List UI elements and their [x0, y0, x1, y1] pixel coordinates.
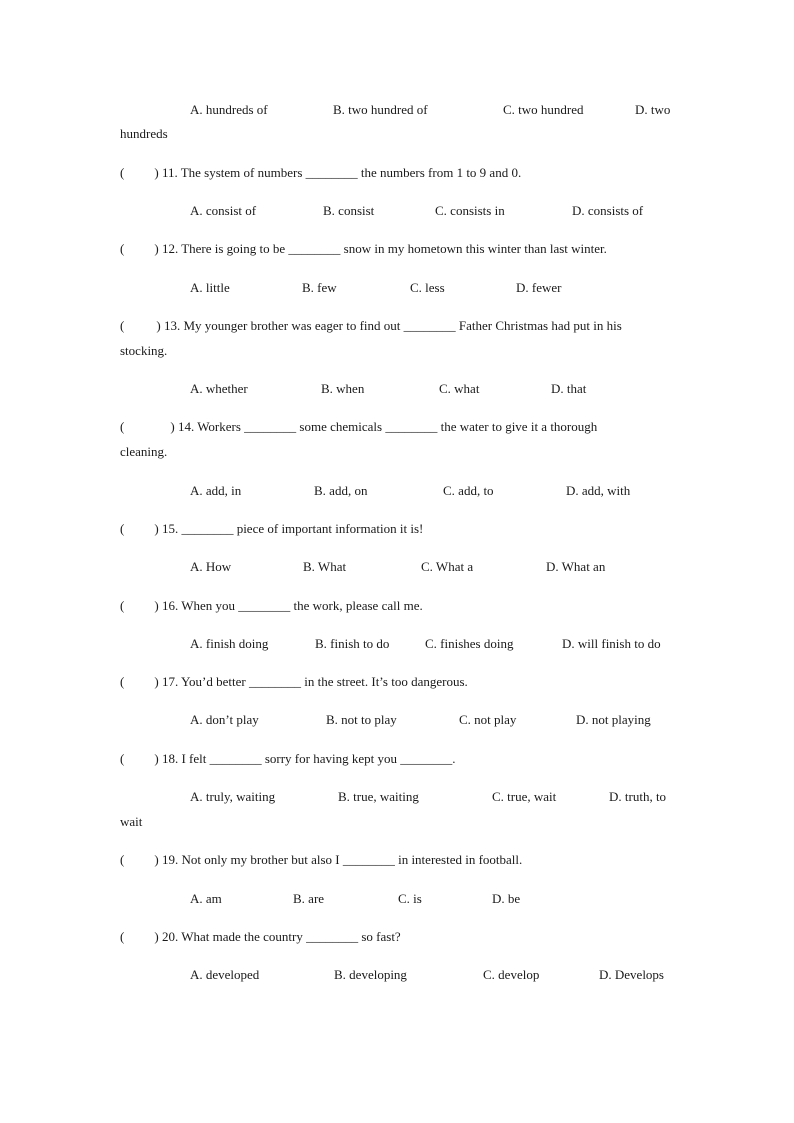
- option-c: C. develop: [483, 967, 540, 982]
- option-c: C. what: [439, 381, 480, 396]
- option-d: D. two: [635, 102, 671, 117]
- answer-paren-close: ): [154, 674, 159, 689]
- option-b: B. add, on: [314, 483, 368, 498]
- option-a: A. developed: [190, 967, 260, 982]
- answer-paren-close: ): [154, 929, 159, 944]
- question-wrap-text: stocking.: [120, 343, 168, 358]
- option-b: B. are: [293, 891, 325, 906]
- question-stem: 16. When you ________ the work, please call me.: [161, 598, 423, 613]
- option-a: A. don’t play: [190, 712, 259, 727]
- option-d: D. truth, to: [609, 789, 667, 804]
- option-b: B. few: [302, 280, 337, 295]
- option-c: C. add, to: [443, 483, 494, 498]
- option-d: D. add, with: [566, 483, 631, 498]
- question-12: [120, 241, 607, 257]
- option-b: B. consist: [323, 203, 375, 218]
- option-b: B. two hundred of: [333, 102, 428, 117]
- option-d: D. that: [551, 381, 587, 396]
- question-stem: 17. You’d better ________ in the street. It’s too dangerous.: [161, 674, 468, 689]
- option-b: B. when: [321, 381, 365, 396]
- question-stem: 11. The system of numbers ________ the numbers from 1 to 9 and 0.: [161, 165, 522, 180]
- option-c: C. less: [410, 280, 445, 295]
- answer-paren-close: ): [154, 521, 159, 536]
- option-c: C. is: [398, 891, 422, 906]
- option-a: A. whether: [190, 381, 248, 396]
- answer-paren-close: ): [156, 318, 161, 333]
- answer-paren-open: (: [120, 521, 125, 536]
- option-d: D. consists of: [572, 203, 644, 218]
- option-d: D. What an: [546, 559, 606, 574]
- question-stem: 12. There is going to be ________ snow in my hometown this winter than last winter.: [161, 241, 607, 256]
- option-a: A. truly, waiting: [190, 789, 276, 804]
- option-wrap-text: wait: [120, 814, 143, 829]
- option-b: B. finish to do: [315, 636, 390, 651]
- question-stem: 13. My younger brother was eager to find out ________ Father Christmas had put in his: [163, 318, 622, 333]
- answer-paren-open: (: [120, 674, 125, 689]
- question-16: [120, 598, 423, 614]
- question-wrap-text: cleaning.: [120, 444, 168, 459]
- answer-paren-open: (: [120, 165, 125, 180]
- answer-paren-open: (: [120, 318, 125, 333]
- question-17: [120, 674, 468, 690]
- option-b: B. true, waiting: [338, 789, 419, 804]
- option-a: A. finish doing: [190, 636, 269, 651]
- option-d: D. will finish to do: [562, 636, 661, 651]
- answer-paren-close: ): [170, 419, 175, 434]
- option-d: D. be: [492, 891, 521, 906]
- answer-paren-open: (: [120, 852, 125, 867]
- option-wrap-text: hundreds: [120, 126, 168, 141]
- option-a: A. consist of: [190, 203, 257, 218]
- answer-paren-close: ): [154, 852, 159, 867]
- question-13: [120, 318, 622, 334]
- answer-paren-close: ): [154, 165, 159, 180]
- option-b: B. developing: [334, 967, 407, 982]
- answer-paren-open: (: [120, 241, 125, 256]
- question-11: [120, 165, 521, 181]
- option-d: D. Develops: [599, 967, 664, 982]
- option-d: D. not playing: [576, 712, 651, 727]
- option-a: A. little: [190, 280, 230, 295]
- question-20: [120, 929, 401, 945]
- question-15: [120, 521, 423, 537]
- option-c: C. What a: [421, 559, 474, 574]
- question-stem: 15. ________ piece of important information it is!: [161, 521, 424, 536]
- answer-paren-open: (: [120, 598, 125, 613]
- question-stem: 14. Workers ________ some chemicals ________ the water to give it a thorough: [177, 419, 598, 434]
- question-19: [120, 852, 522, 868]
- option-c: C. finishes doing: [425, 636, 514, 651]
- answer-paren-open: (: [120, 419, 125, 434]
- option-a: A. hundreds of: [190, 102, 268, 117]
- answer-paren-close: ): [154, 241, 159, 256]
- option-c: C. consists in: [435, 203, 505, 218]
- option-a: A. add, in: [190, 483, 242, 498]
- option-a: A. How: [190, 559, 232, 574]
- question-18: [120, 751, 455, 767]
- option-c: C. two hundred: [503, 102, 584, 117]
- answer-paren-open: (: [120, 929, 125, 944]
- answer-paren-close: ): [154, 598, 159, 613]
- option-c: C. not play: [459, 712, 517, 727]
- answer-paren-open: (: [120, 751, 125, 766]
- question-14: [120, 419, 597, 435]
- option-c: C. true, wait: [492, 789, 557, 804]
- option-b: B. What: [303, 559, 347, 574]
- option-b: B. not to play: [326, 712, 397, 727]
- question-stem: 19. Not only my brother but also I ________ in interested in football.: [161, 852, 523, 867]
- option-a: A. am: [190, 891, 222, 906]
- answer-paren-close: ): [154, 751, 159, 766]
- option-d: D. fewer: [516, 280, 562, 295]
- question-stem: 20. What made the country ________ so fast?: [161, 929, 401, 944]
- question-stem: 18. I felt ________ sorry for having kept you ________.: [161, 751, 456, 766]
